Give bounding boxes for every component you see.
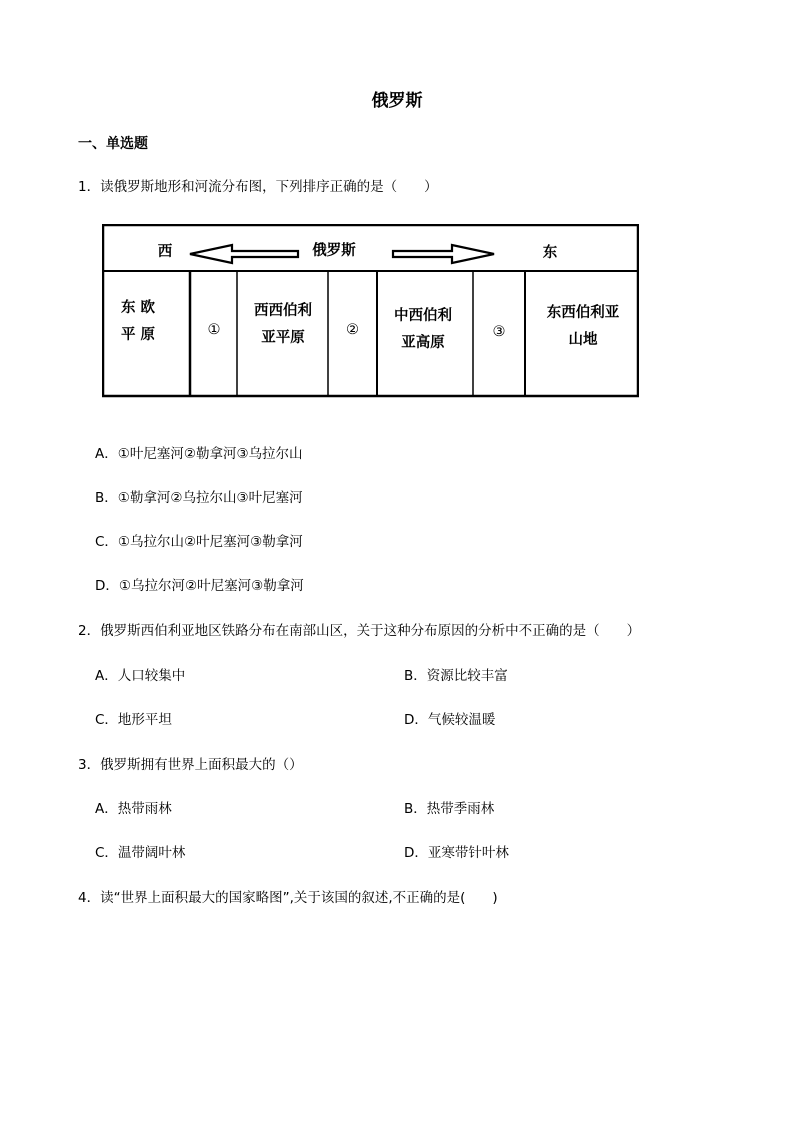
region-central-siberian-plateau-line2: 亚高原 — [401, 335, 445, 351]
russia-terrain-diagram — [102, 224, 639, 398]
q3-option-c[interactable]: C．温带阔叶林 — [95, 845, 186, 861]
region-east-european-plain-line1: 东 欧 — [120, 300, 156, 316]
question-1-stem: 1．读俄罗斯地形和河流分布图，下列排序正确的是（ ） — [78, 179, 438, 195]
page-title: 俄罗斯 — [371, 91, 423, 111]
west-arrow — [190, 245, 298, 263]
question-3-stem: 3．俄罗斯拥有世界上面积最大的（） — [78, 757, 303, 773]
country-label: 俄罗斯 — [312, 243, 356, 259]
west-label: 西 — [157, 244, 173, 260]
q3-option-b[interactable]: B．热带季雨林 — [404, 801, 495, 817]
q1-option-c[interactable]: C．①乌拉尔山②叶尼塞河③勒拿河 — [95, 534, 303, 550]
region-central-siberian-plateau-line1: 中西伯利 — [394, 308, 452, 324]
question-2-stem: 2．俄罗斯西伯利亚地区铁路分布在南部山区，关于这种分布原因的分析中不正确的是（ ） — [78, 623, 641, 639]
q1-option-d[interactable]: D．①乌拉尔河②叶尼塞河③勒拿河 — [95, 578, 304, 594]
q2-option-b[interactable]: B．资源比较丰富 — [404, 668, 508, 684]
q1-option-a[interactable]: A．①叶尼塞河②勒拿河③乌拉尔山 — [95, 446, 303, 462]
east-label: 东 — [542, 245, 558, 261]
q2-option-c[interactable]: C．地形平坦 — [95, 712, 172, 728]
q2-option-a[interactable]: A．人口较集中 — [95, 668, 186, 684]
q3-option-d[interactable]: D．亚寒带针叶林 — [404, 845, 509, 861]
marker-1: ① — [207, 322, 221, 338]
question-4-stem: 4．读“世界上面积最大的国家略图”,关于该国的叙述,不正确的是( ) — [78, 890, 498, 906]
q3-option-a[interactable]: A．热带雨林 — [95, 801, 172, 817]
q1-option-b[interactable]: B．①勒拿河②乌拉尔山③叶尼塞河 — [95, 490, 303, 506]
region-east-siberian-mountains-line2: 山地 — [568, 332, 598, 348]
region-east-siberian-mountains-line1: 东西伯利亚 — [546, 305, 620, 321]
section-heading: 一、单选题 — [78, 136, 148, 152]
q2-option-d[interactable]: D．气候较温暖 — [404, 712, 496, 728]
marker-2: ② — [346, 322, 359, 338]
east-arrow — [393, 245, 494, 263]
region-east-european-plain-line2: 平 原 — [120, 327, 156, 343]
marker-3: ③ — [492, 324, 506, 340]
region-west-siberian-plain-line2: 亚平原 — [261, 330, 305, 346]
region-west-siberian-plain-line1: 西西伯利 — [254, 303, 312, 319]
